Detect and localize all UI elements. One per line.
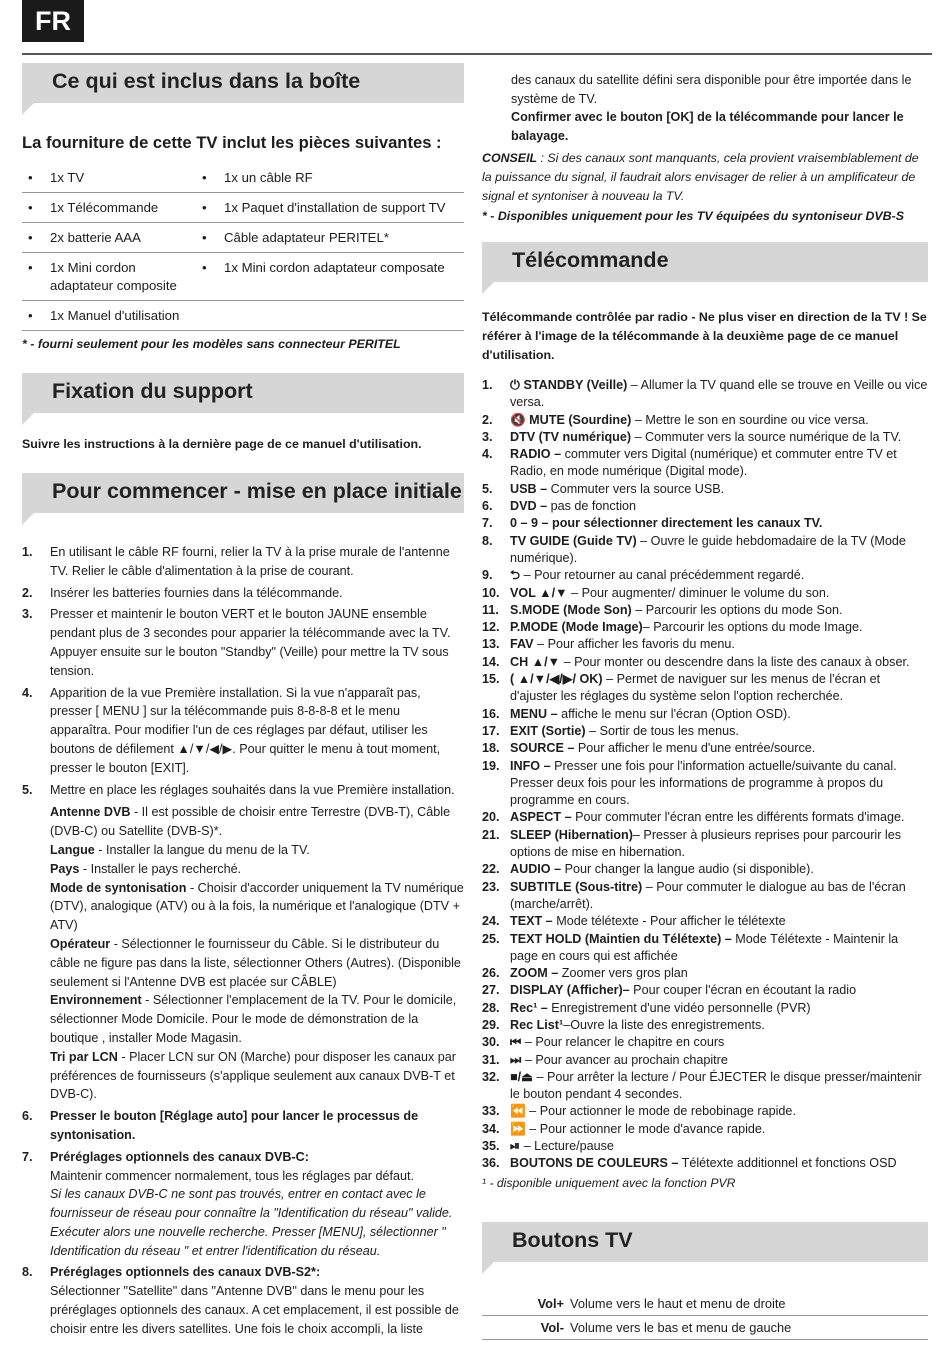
- remote-item: [482, 1069, 928, 1104]
- item-number: 9.: [482, 568, 493, 583]
- bullet: •: [202, 170, 207, 185]
- setting-item: [50, 860, 464, 879]
- section-title: Pour commencer - mise en place initiale: [52, 479, 462, 503]
- item-number: 13.: [482, 637, 500, 652]
- section-title: Télécommande: [512, 248, 669, 272]
- remote-button-desc: Télétexte additionnel et fonctions OSD: [678, 1156, 897, 1171]
- step-1: 1. En utilisant le câble RF fourni, relier la TV à la prise murale de l'antenne TV. Relier le câble d'alimentation à la prise de courant.: [22, 545, 450, 578]
- item-number: 10.: [482, 585, 500, 600]
- remote-item: [482, 879, 928, 914]
- item-number: 5.: [482, 481, 493, 496]
- setting-name: Opérateur: [50, 936, 111, 951]
- remote-item: [482, 567, 928, 584]
- item-text: 1x Paquet d'installation de support TV: [224, 200, 446, 215]
- remote-button-desc: Mode Télétexte - Maintenir la page en cours qui est affichée: [510, 931, 899, 963]
- remote-button-icon: ■/⏏: [510, 1069, 534, 1084]
- table-cell: [22, 163, 196, 193]
- remote-button-desc: Zoomer vers gros plan: [558, 966, 688, 981]
- remote-item: [482, 931, 928, 966]
- remote-button-name: RADIO –: [510, 447, 562, 462]
- peritel-note: * - fourni seulement pour les modèles sans connecteur PERITEL: [22, 337, 401, 351]
- remote-button-name: ( ▲/▼/◀/▶/ OK): [510, 672, 603, 687]
- setting-desc: - Installer la langue du menu de la TV.: [94, 842, 310, 857]
- inclus-subtitle: La fourniture de cette TV inclut les pièces suivantes :: [22, 133, 442, 152]
- item-number: 12.: [482, 620, 500, 635]
- item-number: 1.: [482, 378, 493, 392]
- remote-button-name: SOURCE –: [510, 741, 575, 756]
- remote-item: [482, 1138, 928, 1155]
- remote-button-desc: – Parcourir les options du mode Son.: [631, 602, 843, 617]
- setup-steps: [22, 543, 464, 1339]
- remote-button-desc: – Parcourir les options du mode Image.: [642, 620, 863, 635]
- remote-button-desc: Commuter vers la source USB.: [547, 481, 725, 496]
- tv-button-row: [482, 1316, 928, 1340]
- remote-button-name: DTV (TV numérique): [510, 429, 632, 444]
- setting-desc: - Sélectionner le fournisseur du Câble. Si le distributeur du câble ne figure pas dans la liste, sélectionner Others (Autres). (Disponible seulement si l'Antenne DVB est placée sur CÂBLE): [50, 936, 461, 989]
- remote-item: [482, 636, 928, 653]
- item-number: 35.: [482, 1139, 500, 1154]
- table-cell: [22, 223, 196, 253]
- remote-button-name: FAV: [510, 637, 534, 652]
- remote-button-name: 0 – 9 – pour sélectionner directement les canaux TV.: [510, 516, 823, 531]
- remote-item: [482, 585, 928, 602]
- table-cell: [22, 301, 196, 331]
- remote-button-desc: – Permet de naviguer sur les menus de l'écran et d'ajuster les réglages du système selon l'option recherchée.: [510, 672, 881, 704]
- setting-item: [50, 991, 464, 1047]
- remote-button-desc: Mode télétexte - Pour afficher le télétexte: [552, 914, 786, 929]
- remote-button-name: ZOOM –: [510, 966, 559, 981]
- step-5-settings: [50, 803, 464, 1104]
- item-number: 23.: [482, 879, 500, 894]
- setting-desc: - Sélectionner l'emplacement de la TV. Pour le domicile, sélectionner Mode Domicile. Pour le mode de démonstration de la boutique , installer Mode Magasin.: [50, 993, 457, 1045]
- remote-button-name: SUBTITLE (Sous-titre): [510, 879, 643, 894]
- table-cell: [196, 301, 464, 331]
- table-cell: [22, 253, 196, 301]
- setting-item: [50, 803, 464, 841]
- remote-button-name: S.MODE (Mode Son): [510, 602, 632, 617]
- section-header-commencer: [22, 473, 464, 513]
- remote-button-desc: – Ouvre le guide hebdomadaire de la TV (Mode numérique).: [510, 533, 906, 565]
- remote-button-desc: Pour couper l'écran en écoutant la radio: [629, 983, 857, 998]
- item-text: 1x un câble RF: [224, 170, 313, 185]
- remote-button-desc: – Pour augmenter/ diminuer le volume du son.: [567, 585, 830, 600]
- item-number: 29.: [482, 1017, 500, 1032]
- step-7: 7. Préréglages optionnels des canaux DVB-C: Maintenir commencer normalement, tous les réglages par défaut. Si les canaux DVB-C ne sont pas trouvés, entrer en contact avec le fournisseur de réseau pour connaître la "Identification du réseau" valide. Exécuter alors une nouvelle recherche. Presser [MENU], sélectionner " Identification du réseau " et entrer l'identification du réseau.: [22, 1149, 453, 1258]
- remote-item: [482, 861, 928, 878]
- pvr-footnote: ¹ - disponible uniquement avec la fonction PVR: [482, 1175, 736, 1190]
- bullet: •: [202, 230, 207, 245]
- remote-item: [482, 481, 928, 498]
- item-number: 30.: [482, 1035, 500, 1050]
- remote-button-name: ASPECT –: [510, 810, 572, 825]
- remote-item: [482, 671, 928, 706]
- remote-button-desc: – Pour relancer le chapitre en cours: [521, 1035, 725, 1050]
- remote-button-name: USB –: [510, 481, 548, 496]
- dvbs-note: * - Disponibles uniquement pour les TV équipées du syntoniseur DVB-S: [482, 209, 905, 223]
- item-number: 18.: [482, 741, 500, 756]
- remote-item: [482, 446, 928, 481]
- remote-item: [482, 619, 928, 636]
- remote-item: [482, 602, 928, 619]
- remote-button-name: MUTE (Sourdine): [525, 412, 632, 427]
- table-row: [22, 301, 464, 331]
- remote-item: [482, 377, 928, 412]
- remote-item: [482, 1000, 928, 1017]
- remote-button-desc: – Allumer la TV quand elle se trouve en Veille ou vice versa.: [510, 378, 928, 410]
- item-number: 28.: [482, 1000, 500, 1015]
- remote-button-desc: Pour commuter l'écran entre les différents formats d'image.: [571, 810, 905, 825]
- remote-item: [482, 913, 928, 930]
- item-number: 7.: [482, 516, 493, 531]
- remote-button-desc: – Mettre le son en sourdine ou vice versa.: [631, 412, 869, 427]
- remote-button-icon: 🔇: [510, 412, 526, 427]
- step-4: 4. Apparition de la vue Première installation. Si la vue n'apparaît pas, presser [ MENU ] sur la télécommande puis 8-8-8-8 et le menu apparaîtra. Pour modifier l'un de ces réglages par défaut, utiliser les boutons de défilement ▲/▼/◀/▶. Pour quitter le menu à tout moment, presser le bouton [EXIT].: [22, 685, 441, 775]
- setting-item: [50, 841, 464, 860]
- item-number: 15.: [482, 672, 500, 687]
- setting-name: Pays: [50, 861, 80, 876]
- tv-buttons-table: [482, 1292, 928, 1340]
- remote-button-desc: Presser une fois pour l'information actuelle/suivante du canal. Presser deux fois pour les informations de programme à propos du programme en cours.: [510, 758, 897, 808]
- remote-item: [482, 654, 928, 671]
- item-text: 1x Mini cordon adaptateur composite: [50, 260, 177, 293]
- setting-name: Mode de syntonisation: [50, 880, 187, 895]
- remote-buttons-list: [482, 377, 928, 1173]
- setting-desc: - Placer LCN sur ON (Marche) pour disposer les canaux par préférences de fournisseurs (s'applique seulement aux canaux DVB-T et DVB-C).: [50, 1049, 456, 1102]
- step-2: 2. Insérer les batteries fournies dans la télécommande.: [22, 585, 343, 600]
- remote-item: [482, 412, 928, 429]
- section-title: Fixation du support: [52, 379, 253, 403]
- remote-button-desc: – Lecture/pause: [520, 1139, 614, 1154]
- setting-desc: - Choisir d'accorder uniquement la TV numérique (DTV), analogique (ATV) ou à la fois, la numérique et l'analogique (DTV + ATV): [50, 880, 464, 933]
- remote-button-name: TEXT –: [510, 914, 553, 929]
- remote-button-desc: – Pour commuter le dialogue au bas de l'écran (marche/arrêt).: [510, 879, 906, 911]
- remote-button-name: Rec¹ –: [510, 1000, 548, 1015]
- item-number: 25.: [482, 931, 500, 946]
- remote-button-desc: – Pour actionner le mode d'avance rapide.: [525, 1121, 766, 1136]
- setting-name: Environnement: [50, 993, 142, 1008]
- item-text: Câble adaptateur PERITEL*: [224, 230, 389, 245]
- item-number: 2.: [482, 412, 493, 427]
- item-text: 1x TV: [50, 170, 85, 185]
- remote-button-name: INFO –: [510, 758, 551, 773]
- remote-button-name: DISPLAY (Afficher)–: [510, 983, 630, 998]
- remote-button-icon: ⏭: [510, 1052, 522, 1067]
- remote-button-name: MENU –: [510, 706, 558, 721]
- item-number: 14.: [482, 654, 500, 669]
- setting-item: [50, 879, 464, 935]
- item-number: 22.: [482, 862, 500, 877]
- tv-button-key: Vol+: [537, 1295, 564, 1311]
- remote-button-desc: – Pour arrêter la lecture / Pour ÉJECTER le disque presser/maintenir le bouton pendant 4 secondes.: [510, 1069, 922, 1102]
- remote-item: [482, 982, 928, 999]
- remote-button-icon: ⏮: [510, 1035, 522, 1050]
- item-number: 19.: [482, 758, 500, 773]
- item-number: 32.: [482, 1069, 500, 1084]
- item-number: 33.: [482, 1104, 500, 1119]
- item-number: 11.: [482, 602, 499, 617]
- left-column: [22, 60, 464, 1342]
- remote-button-desc: – Pour avancer au prochain chapitre: [521, 1052, 728, 1067]
- remote-item: [482, 740, 928, 757]
- remote-button-desc: – Pour actionner le mode de rebobinage rapide.: [525, 1104, 796, 1119]
- table-row: [22, 163, 464, 193]
- item-number: 17.: [482, 723, 500, 738]
- section-title: Ce qui est inclus dans la boîte: [52, 69, 361, 93]
- item-number: 20.: [482, 810, 500, 825]
- bullet: •: [28, 308, 33, 323]
- conseil-note: CONSEIL : Si des canaux sont manquants, cela provient vraisemblablement de la puissance du signal, il faudrait alors envisager de relier à un amplificateur de signal et syntoniser à nouveau la TV.: [482, 151, 919, 203]
- step-5: 5. Mettre en place les réglages souhaités dans la vue Première installation. Antenne DVB - Il est possible de choisir entre Terrestre (DVB-T), Câble (DVB-C) ou Satellite (DVB-S)*. Langue - Installer la langue du menu de la TV. Pays - Installer le pays recherché. Mode de syntonisation - Choisir d'accorder uniquement la TV numérique (DTV), analogique (ATV) ou à la fois, la numérique et l'analogique (DTV + ATV) Opérateur - Sélectionner le fournisseur du Câble. Si le distributeur du câble ne figure pas dans la liste, sélectionner Others (Autres). (Disponible seulement si l'Antenne DVB est placée sur CÂBLE) Environnement - Sélectionner l'emplacement de la TV. Pour le domicile, sélectionner Mode Domicile. Pour le mode de démonstration de la boutique , installer Mode Magasin. Tri par LCN - Placer LCN sur ON (Marche) pour disposer les canaux par préférences de fournisseurs (s'applique seulement aux canaux DVB-T et DVB-C).: [22, 781, 464, 1105]
- remote-button-desc: commuter vers Digital (numérique) et commuter entre TV et Radio, en mode numérique (Digital mode).: [510, 447, 897, 479]
- remote-button-name: EXIT (Sortie): [510, 723, 586, 738]
- remote-item: [482, 965, 928, 982]
- step-8-continued: des canaux du satellite défini sera disponible pour être importée dans le système de TV. Confirmer avec le bouton [OK] de la télécommande pour lancer le balayage.: [511, 73, 912, 143]
- remote-button-icon: ⮌: [510, 568, 521, 583]
- remote-button-name: TV GUIDE (Guide TV): [510, 533, 637, 548]
- setting-desc: - Installer le pays recherché.: [79, 861, 242, 876]
- bullet: •: [28, 230, 33, 245]
- section-header-boutons: [482, 1222, 928, 1262]
- setting-name: Antenne DVB: [50, 805, 131, 820]
- remote-item: [482, 1017, 928, 1034]
- table-cell: [196, 223, 464, 253]
- remote-item: [482, 1034, 928, 1051]
- item-number: 36.: [482, 1156, 500, 1171]
- remote-item: [482, 723, 928, 740]
- remote-button-desc: – Commuter vers la source numérique de la TV.: [631, 429, 902, 444]
- step-3: 3. Presser et maintenir le bouton VERT et le bouton JAUNE ensemble pendant plus de 3 secondes pour apparier la télécommande avec la TV. Appuyer ensuite sur le bouton "Standby" (Veille) pour mettre la TV sous tension.: [22, 607, 451, 678]
- remote-button-desc: – Pour monter ou descendre dans la liste des canaux à obser.: [560, 654, 910, 669]
- remote-button-name: TEXT HOLD (Maintien du Télétexte) –: [510, 931, 732, 946]
- remote-button-name: AUDIO –: [510, 862, 562, 877]
- section-title: Boutons TV: [512, 1227, 633, 1252]
- item-number: 27.: [482, 983, 500, 998]
- section-header-support: [22, 373, 464, 413]
- table-cell: [196, 163, 464, 193]
- tv-button-desc: Volume vers le bas et menu de gauche: [570, 1319, 792, 1335]
- remote-item: [482, 533, 928, 568]
- item-number: 16.: [482, 706, 500, 721]
- remote-button-name: P.MODE (Mode Image): [510, 620, 643, 635]
- header-divider: [22, 53, 932, 55]
- remote-button-name: BOUTONS DE COULEURS –: [510, 1156, 679, 1171]
- remote-item: [482, 809, 928, 826]
- remote-button-name: Rec List¹: [510, 1017, 564, 1032]
- section-header-telecommande: [482, 242, 928, 282]
- table-cell: [196, 193, 464, 223]
- remote-button-name: CH ▲/▼: [510, 654, 561, 669]
- bullet: •: [202, 200, 207, 215]
- included-items-table: [22, 163, 464, 331]
- bullet: •: [202, 260, 207, 275]
- item-text: 2x batterie AAA: [50, 230, 141, 245]
- item-number: 34.: [482, 1121, 500, 1136]
- table-row: [22, 193, 464, 223]
- remote-item: [482, 515, 928, 532]
- right-column: [482, 71, 928, 1340]
- table-cell: [196, 253, 464, 301]
- item-text: 1x Manuel d'utilisation: [50, 308, 180, 323]
- step-8: 8. Préréglages optionnels des canaux DVB-S2*: Sélectionner "Satellite" dans "Antenne DVB" dans le menu pour les préréglages optionnels des canaux. A cet emplacement, il est possible de choisir entre les divers satellites. Une fois le choix accompli, la liste: [22, 1265, 459, 1336]
- setting-name: Langue: [50, 842, 95, 857]
- remote-button-name: SLEEP (Hibernation): [510, 827, 633, 842]
- item-number: 3.: [482, 429, 493, 444]
- remote-item: [482, 1121, 928, 1138]
- remote-intro: Télécommande contrôlée par radio - Ne plus viser en direction de la TV ! Se référer à l'image de la télécommande à la deuxième page de ce manuel d'utilisation.: [482, 310, 927, 362]
- remote-button-desc: – Presser à plusieurs reprises pour parcourir les options de mise en hibernation.: [510, 827, 902, 860]
- remote-item: [482, 498, 928, 515]
- remote-button-desc: Enregistrement d'une vidéo personnelle (PVR): [547, 1000, 811, 1015]
- item-text: 1x Mini cordon adaptateur composate: [224, 260, 445, 275]
- item-number: 26.: [482, 966, 500, 981]
- support-text: Suivre les instructions à la dernière page de ce manuel d'utilisation.: [22, 437, 422, 451]
- remote-button-name: STANDBY (Veille): [519, 378, 628, 392]
- remote-item: [482, 429, 928, 446]
- remote-button-desc: pas de fonction: [547, 499, 637, 514]
- table-row: [22, 223, 464, 253]
- tv-button-desc: Volume vers le haut et menu de droite: [570, 1295, 786, 1311]
- bullet: •: [28, 170, 33, 185]
- section-header-inclus: [22, 63, 464, 103]
- remote-button-name: VOL ▲/▼: [510, 585, 568, 600]
- remote-button-icon: ⏪: [510, 1104, 526, 1119]
- item-number: 4.: [482, 447, 493, 462]
- remote-button-desc: affiche le menu sur l'écran (Option OSD).: [557, 706, 791, 721]
- remote-item: [482, 1155, 928, 1172]
- tv-button-key: Vol-: [540, 1319, 564, 1335]
- item-number: 6.: [482, 499, 493, 514]
- remote-item: [482, 706, 928, 723]
- setting-desc: - Il est possible de choisir entre Terrestre (DVB-T), Câble (DVB-C) ou Satellite (DVB-S)*.: [50, 805, 451, 839]
- remote-item: [482, 758, 928, 810]
- table-row: [22, 253, 464, 301]
- remote-item: [482, 1103, 928, 1120]
- step-6: 6. Presser le bouton [Réglage auto] pour lancer le processus de syntonisation.: [22, 1109, 419, 1142]
- bullet: •: [28, 200, 33, 215]
- setting-name: Tri par LCN: [50, 1049, 118, 1064]
- remote-button-desc: Pour changer la langue audio (si disponible).: [561, 862, 814, 877]
- setting-item: [50, 1048, 464, 1104]
- table-cell: [22, 193, 196, 223]
- remote-button-icon: ⏩: [510, 1121, 526, 1136]
- bullet: •: [28, 260, 33, 275]
- remote-button-desc: Pour afficher le menu d'une entrée/source.: [574, 741, 816, 756]
- remote-button-desc: – Pour afficher les favoris du menu.: [533, 637, 735, 652]
- item-text: 1x Télécommande: [50, 200, 159, 215]
- item-number: 8.: [482, 533, 493, 548]
- remote-button-desc: –Ouvre la liste des enregistrements.: [563, 1017, 765, 1032]
- remote-item: [482, 1052, 928, 1069]
- language-badge: FR: [22, 0, 84, 42]
- remote-button-desc: – Pour retourner au canal précédemment regardé.: [520, 568, 805, 583]
- setting-item: [50, 935, 464, 991]
- remote-button-icon: ⏯: [510, 1139, 521, 1154]
- remote-button-name: DVD –: [510, 499, 548, 514]
- item-number: 21.: [482, 827, 500, 842]
- item-number: 24.: [482, 914, 500, 929]
- item-number: 31.: [482, 1052, 500, 1067]
- remote-button-desc: – Sortir de tous les menus.: [585, 723, 739, 738]
- remote-button-icon: ⏻: [510, 378, 520, 392]
- tv-button-row: [482, 1292, 928, 1316]
- remote-item: [482, 827, 928, 862]
